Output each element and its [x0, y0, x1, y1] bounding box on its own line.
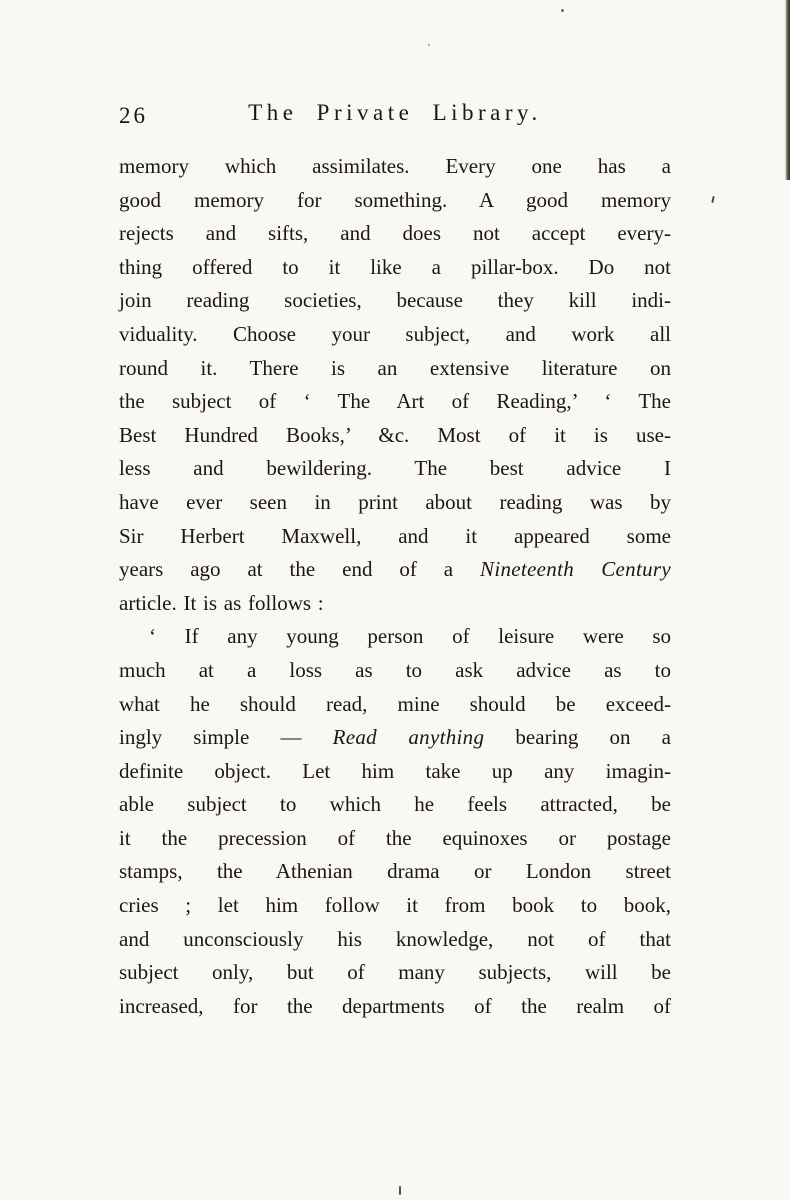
text-segment: stamps, the Athenian drama or London street — [119, 859, 671, 884]
text-line — [119, 486, 671, 520]
page-edge-shadow — [785, 0, 790, 180]
text-line — [119, 654, 671, 688]
text-segment: thing offered to it like a pillar-box. Do not — [119, 254, 671, 279]
text-segment: subject only, but of many subjects, will be — [119, 960, 671, 985]
text-line — [119, 184, 671, 218]
text-line — [119, 150, 671, 184]
text-segment: the subject of ‘ The Art of Reading,’ ‘ The — [119, 389, 671, 414]
text-segment: years ago at the end of a — [119, 557, 481, 582]
text-segment: ingly simple — — [119, 725, 333, 750]
scan-speck — [561, 9, 564, 12]
text-line — [119, 352, 671, 386]
scan-speck — [428, 44, 430, 46]
text-line — [119, 620, 671, 654]
text-line — [119, 452, 671, 486]
body-text — [119, 150, 671, 1023]
text-line — [119, 284, 671, 318]
text-segment: cries ; let him follow it from book to book, — [119, 893, 671, 918]
text-segment: viduality. Choose your subject, and work all — [119, 321, 671, 346]
text-segment: Sir Herbert Maxwell, and it appeared some — [119, 523, 671, 548]
text-segment: ‘ If any young person of leisure were so — [149, 624, 671, 649]
italic-text: Nineteenth Century — [480, 557, 671, 582]
text-segment: round it. There is an extensive literature on — [119, 355, 671, 380]
text-column — [119, 100, 671, 1023]
text-segment: definite object. Let him take up any imagin- — [119, 758, 671, 783]
text-line — [119, 385, 671, 419]
text-segment: bearing on a — [484, 725, 671, 750]
text-segment: Best Hundred Books,’ &c. Most of it is use- — [119, 422, 671, 447]
text-line — [119, 318, 671, 352]
text-segment: have ever seen in print about reading was by — [119, 489, 671, 514]
page-header — [119, 100, 671, 136]
text-segment: less and bewildering. The best advice I — [119, 456, 671, 481]
text-line — [119, 688, 671, 722]
running-title: The Private Library. — [248, 100, 542, 125]
text-segment: it the precession of the equinoxes or postage — [119, 825, 671, 850]
text-line — [119, 990, 671, 1024]
scan-speck — [711, 196, 714, 203]
text-line — [119, 788, 671, 822]
text-line — [119, 889, 671, 923]
text-segment: what he should read, mine should be exceed- — [119, 691, 671, 716]
text-line — [119, 755, 671, 789]
text-line — [119, 520, 671, 554]
text-line — [119, 822, 671, 856]
page-number: 26 — [119, 103, 148, 128]
text-segment: join reading societies, because they kill indi- — [119, 288, 671, 313]
scan-speck — [399, 1186, 401, 1195]
text-line — [119, 923, 671, 957]
text-line — [119, 956, 671, 990]
text-line — [119, 721, 671, 755]
text-segment: rejects and sifts, and does not accept every- — [119, 221, 671, 246]
text-line — [119, 217, 671, 251]
text-segment: increased, for the departments of the realm of — [119, 993, 671, 1018]
text-segment: able subject to which he feels attracted, be — [119, 792, 671, 817]
text-segment: and unconsciously his knowledge, not of that — [119, 926, 671, 951]
text-line — [119, 419, 671, 453]
text-line — [119, 587, 671, 621]
text-line — [119, 553, 671, 587]
text-segment: much at a loss as to ask advice as to — [119, 657, 671, 682]
italic-text: Read anything — [332, 725, 485, 750]
text-line — [119, 855, 671, 889]
text-line — [119, 251, 671, 285]
text-segment: good memory for something. A good memory — [119, 187, 671, 212]
text-segment: memory which assimilates. Every one has a — [119, 154, 671, 178]
text-segment: article. It is as follows : — [119, 590, 324, 615]
